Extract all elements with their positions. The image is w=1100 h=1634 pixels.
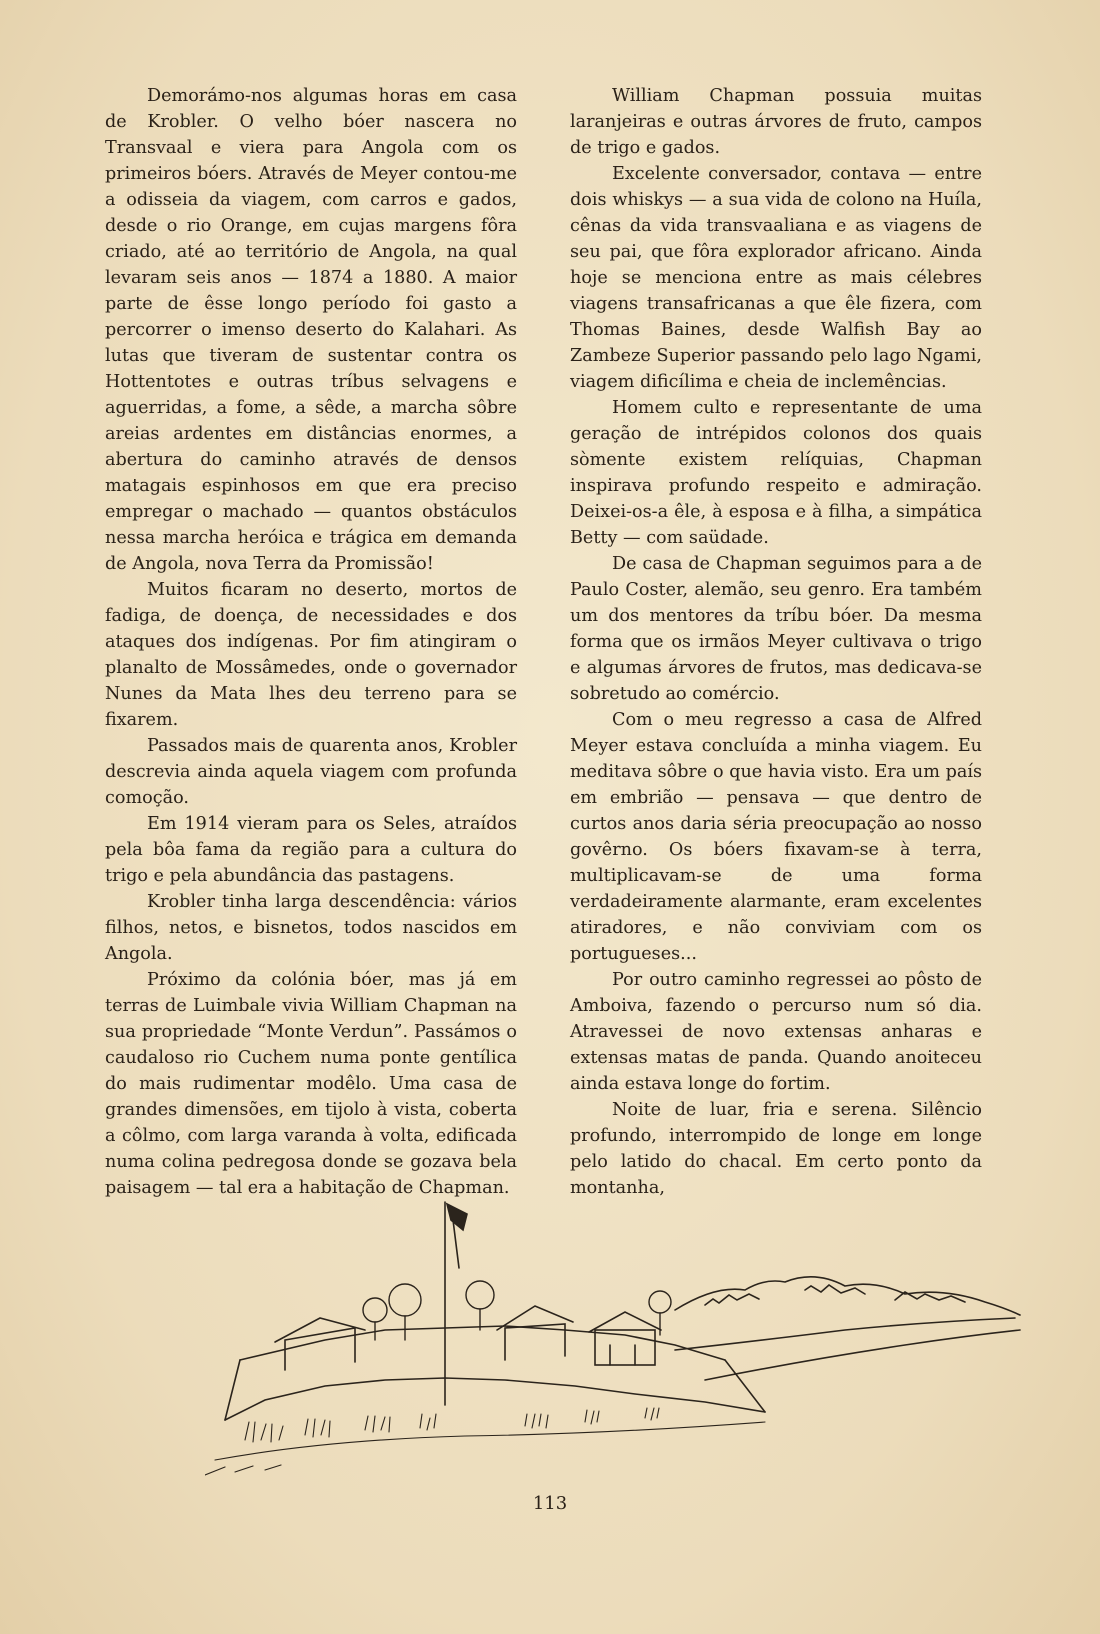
- fort-illustration: [205, 1190, 1025, 1490]
- paragraph: Por outro caminho regressei ao pôsto de Amboiva, fazendo o percurso num só dia. Atravessei de novo extensas anharas e extensas matas de panda. Quando anoiteceu ainda estava longe do fortim.: [570, 970, 982, 1094]
- paragraph: Passados mais de quarenta anos, Krobler descrevia ainda aquela viagem com profunda comoção.: [105, 736, 517, 808]
- paragraph: Noite de luar, fria e serena. Silêncio profundo, interrompido de longe em longe pelo latido do chacal. Em certo ponto da montanha,: [570, 1100, 982, 1198]
- paragraph: Krobler tinha larga descendência: vários filhos, netos, e bisnetos, todos nascidos em Angola.: [105, 892, 517, 964]
- paragraph: William Chapman possuia muitas laranjeiras e outras árvores de fruto, campos de trigo e gados.: [570, 86, 982, 158]
- left-column: [105, 83, 517, 1201]
- paragraph: Muitos ficaram no deserto, mortos de fadiga, de doença, de necessidades e dos ataques dos indígenas. Por fim atingiram o planalto de Mossâmedes, onde o governador Nunes da Mata lhes deu terreno para se fixarem.: [105, 580, 517, 730]
- right-column: [570, 83, 982, 1201]
- paragraph: Com o meu regresso a casa de Alfred Meyer estava concluída a minha viagem. Eu meditava sôbre o que havia visto. Era um país em embrião — pensava — que dentro de curtos anos daria séria preocupação ao nosso govêrno. Os bóers fixavam-se à terra, multiplicavam-se de uma forma verdadeiramente alarmante, eram excelentes atiradores, e não conviviam com os portugueses...: [570, 710, 982, 964]
- paragraph: Demorámo-nos algumas horas em casa de Krobler. O velho bóer nascera no Transvaal e viera para Angola com os primeiros bóers. Através de Meyer contou-me a odisseia da viagem, com carros e gados, desde o rio Orange, em cujas margens fôra criado, até ao território de Angola, na qual levaram seis anos — 1874 a 1880. A maior parte de êsse longo período foi gasto a percorrer o imenso deserto do Kalahari. As lutas que tiveram de sustentar contra os Hottentotes e outras tríbus selvagens e aguerridas, a fome, a sêde, a marcha sôbre areias ardentes em distâncias enormes, a abertura do caminho através de densos matagais espinhosos em que era preciso empregar o machado — quantos obstáculos nessa marcha heróica e trágica em demanda de Angola, nova Terra da Promissão!: [105, 86, 517, 574]
- page-number: 113: [532, 1493, 568, 1514]
- paragraph: Homem culto e representante de uma geração de intrépidos colonos dos quais sòmente existem relíquias, Chapman inspirava profundo respeito e admiração. Deixei-os-a êle, à esposa e à filha, a simpática Betty — com saüdade.: [570, 398, 982, 548]
- paragraph: Próximo da colónia bóer, mas já em terras de Luimbale vivia William Chapman na sua propriedade “Monte Verdun”. Passámos o caudaloso rio Cuchem numa ponte gentílica do mais rudimentar modêlo. Uma casa de grandes dimensões, em tijolo à vista, coberta a côlmo, com larga varanda à volta, edificada numa colina pedregosa donde se gozava bela paisagem — tal era a habitação de Chapman.: [105, 970, 517, 1198]
- paragraph: De casa de Chapman seguimos para a de Paulo Coster, alemão, seu genro. Era também um dos mentores da tríbu bóer. Da mesma forma que os irmãos Meyer cultivava o trigo e algumas árvores de frutos, mas dedicava-se sobretudo ao comércio.: [570, 554, 982, 704]
- paragraph: Em 1914 vieram para os Seles, atraídos pela bôa fama da região para a cultura do trigo e pela abundância das pastagens.: [105, 814, 517, 886]
- paragraph: Excelente conversador, contava — entre dois whiskys — a sua vida de colono na Huíla, cênas da vida transvaaliana e as viagens de seu pai, que fôra explorador africano. Ainda hoje se menciona entre as mais célebres viagens transafricanas a que êle fizera, com Thomas Baines, desde Walfish Bay ao Zambeze Superior passando pelo lago Ngami, viagem dificílima e cheia de inclemências.: [570, 164, 982, 392]
